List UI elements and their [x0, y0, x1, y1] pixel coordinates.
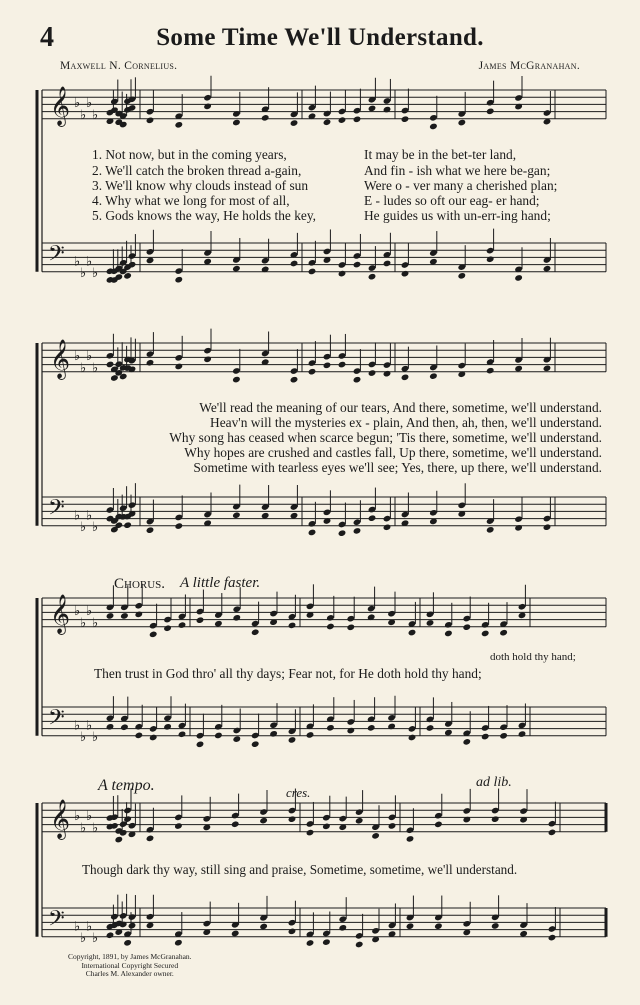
note-head — [232, 376, 241, 384]
note-head — [123, 521, 132, 529]
note-head — [548, 934, 557, 942]
flat-icon: ♭ — [80, 616, 87, 632]
copyright-line-3: Charles M. Alexander owner. — [85, 969, 174, 978]
flat-icon: ♭ — [74, 254, 81, 270]
flat-icon: ♭ — [74, 603, 81, 619]
flat-icon: ♭ — [86, 919, 93, 935]
note-head — [338, 529, 347, 537]
flat-icon: ♭ — [86, 603, 93, 619]
flat-icon: ♭ — [92, 821, 99, 837]
note-head — [231, 930, 240, 938]
bass-clef-icon: 𝄢 — [48, 495, 65, 526]
note-head — [491, 815, 500, 823]
note-head — [518, 730, 527, 738]
ad-lib-marking: ad lib. — [476, 775, 512, 790]
note-head — [353, 116, 362, 124]
note-head — [134, 611, 143, 619]
note-head — [120, 612, 129, 620]
note-head — [308, 368, 317, 376]
note-head — [106, 723, 115, 731]
note-head — [288, 928, 297, 936]
note-head — [322, 938, 331, 946]
note-head — [368, 273, 377, 281]
note-head — [134, 732, 143, 740]
note-head — [174, 822, 183, 830]
note-head — [444, 729, 453, 737]
note-head — [491, 922, 500, 930]
refrain-line-4: Why hopes are crushed and castles fall, Up there, sometime, we'll understand. — [184, 445, 602, 460]
note-head — [323, 362, 332, 370]
note-head — [543, 265, 552, 273]
flat-icon: ♭ — [80, 931, 87, 947]
note-head — [353, 527, 362, 535]
note-head — [434, 821, 443, 829]
note-head — [338, 116, 347, 124]
note-head — [462, 738, 471, 746]
flat-icon: ♭ — [74, 348, 81, 364]
note-head — [481, 630, 490, 638]
flat-icon: ♭ — [74, 508, 81, 524]
note-head — [128, 922, 137, 930]
refrain-line-1: We'll read the meaning of our tears, And there, sometime, we'll understand. — [199, 400, 602, 415]
note-head — [326, 623, 335, 631]
note-head — [174, 276, 183, 284]
note-head — [251, 628, 260, 636]
chorus-label: Chorus. — [114, 576, 166, 592]
note-head — [429, 372, 438, 380]
flat-icon: ♭ — [92, 931, 99, 947]
note-head — [290, 119, 299, 127]
note-head — [338, 361, 347, 369]
note-head — [146, 359, 155, 367]
note-head — [543, 523, 552, 531]
note-head — [383, 370, 392, 378]
bass-clef-icon: 𝄢 — [48, 241, 65, 272]
note-head — [429, 123, 438, 131]
note-head — [388, 822, 397, 830]
note-head — [346, 727, 355, 735]
flat-icon: ♭ — [86, 254, 93, 270]
bass-clef-icon: 𝄢 — [48, 906, 65, 937]
page-number: 4 — [40, 22, 54, 53]
copyright-line-2: International Copyright Secured — [81, 960, 179, 970]
flat-icon: ♭ — [92, 520, 99, 536]
note-head — [383, 106, 392, 114]
note-head — [306, 829, 315, 837]
note-head — [259, 817, 268, 825]
note-head — [353, 261, 362, 269]
note-head — [231, 820, 240, 828]
note-head — [367, 724, 376, 732]
note-head — [353, 376, 362, 384]
note-head — [408, 629, 417, 637]
note-head — [269, 730, 278, 738]
note-head — [261, 114, 270, 122]
note-head — [251, 740, 260, 748]
song-title: Some Time We'll Understand. — [156, 24, 484, 51]
note-head — [322, 823, 331, 831]
bass-clef-icon: 𝄢 — [48, 705, 65, 736]
note-head — [514, 524, 523, 532]
flat-icon: ♭ — [74, 808, 81, 824]
note-head — [146, 526, 155, 534]
note-head — [368, 105, 377, 113]
note-head — [288, 736, 297, 744]
note-head — [290, 260, 299, 268]
note-head — [401, 374, 410, 382]
note-head — [444, 630, 453, 638]
flat-icon: ♭ — [74, 95, 81, 111]
note-head — [174, 363, 183, 371]
note-head — [174, 522, 183, 530]
composer-credit: James McGranahan. — [478, 60, 580, 72]
note-head — [196, 616, 205, 624]
note-head — [383, 260, 392, 268]
note-head — [123, 939, 132, 947]
note-head — [434, 922, 443, 930]
verse-line-4: 4. Why what we long for most of all, E - ludes so oft our eag- er hand; — [92, 193, 540, 208]
note-head — [514, 274, 523, 282]
verse-line-3: 3. We'll know why clouds instead of sun Were o - ver many a cherished plan; — [92, 178, 558, 193]
note-head — [174, 939, 183, 947]
note-head — [323, 118, 332, 126]
note-head — [514, 365, 523, 373]
treble-clef-icon: 𝄞 — [50, 85, 71, 126]
note-head — [426, 724, 435, 732]
note-head — [120, 723, 129, 731]
note-head — [306, 939, 315, 947]
note-head — [371, 832, 380, 840]
note-head — [149, 631, 158, 639]
verse-line-2: 2. We'll catch the broken thread a-gain, And fin - ish what we here be-gan; — [92, 163, 551, 178]
note-head — [308, 529, 317, 537]
tempo-marking: A little faster. — [180, 575, 261, 591]
note-head — [106, 931, 115, 939]
note-head — [149, 734, 158, 742]
note-head — [355, 817, 364, 825]
note-head — [543, 365, 552, 373]
flat-icon: ♭ — [92, 730, 99, 746]
flat-icon: ♭ — [80, 821, 87, 837]
note-head — [163, 624, 172, 632]
flat-icon: ♭ — [86, 95, 93, 111]
flat-icon: ♭ — [74, 919, 81, 935]
note-head — [146, 835, 155, 843]
flat-icon: ♭ — [80, 108, 87, 124]
treble-clef-icon: 𝄞 — [50, 798, 71, 839]
note-head — [178, 730, 187, 738]
note-head — [401, 270, 410, 278]
refrain-line-2: Heav'n will the mysteries ex - plain, And then, ah, then, we'll understand. — [210, 415, 602, 430]
note-head — [214, 732, 223, 740]
verse-line-5: 5. Gods knows the way, He holds the key, He guides us with un-err-ing hand; — [92, 208, 551, 223]
note-head — [481, 733, 490, 741]
verse-line-1: 1. Not now, but in the coming years, It may be in the bet-ter land, — [92, 147, 517, 162]
note-head — [462, 623, 471, 631]
chorus-line-2: Though dark thy way, still sing and praise, Sometime, sometime, we'll understand. — [82, 862, 518, 877]
note-head — [288, 815, 297, 823]
flat-icon: ♭ — [92, 266, 99, 282]
note-head — [406, 835, 415, 843]
lyricist-credit: Maxwell N. Cornelius. — [60, 60, 178, 72]
treble-clef-icon: 𝄞 — [50, 593, 71, 634]
flat-icon: ♭ — [86, 808, 93, 824]
note-head — [338, 270, 347, 278]
note-head — [368, 514, 377, 522]
flat-icon: ♭ — [86, 508, 93, 524]
chorus-line-1: Then trust in God thro' all thy days; Fear not, for He doth hold thy hand; — [94, 666, 482, 681]
note-head — [457, 272, 466, 280]
note-head — [306, 731, 315, 739]
note-head — [486, 108, 495, 116]
a-tempo-marking: A tempo. — [98, 777, 155, 794]
note-head — [174, 121, 183, 129]
note-head — [178, 621, 187, 629]
note-head — [146, 117, 155, 125]
note-head — [338, 924, 347, 932]
note-head — [457, 119, 466, 127]
note-head — [486, 526, 495, 534]
note-head — [196, 741, 205, 749]
note-head — [548, 829, 557, 837]
flat-icon: ♭ — [80, 361, 87, 377]
note-head — [232, 265, 241, 273]
copyright-notice — [68, 953, 192, 979]
note-head — [232, 614, 241, 622]
flat-icon: ♭ — [86, 348, 93, 364]
note-head — [499, 629, 508, 637]
note-head — [232, 735, 241, 743]
note-head — [290, 376, 299, 384]
echo-lyric: doth hold thy hand; — [490, 651, 576, 663]
copyright-line-1: Copyright, 1891, by James McGranahan. — [68, 952, 192, 961]
refrain-line-3: Why song has ceased when scarce begun; 'Tis there, sometime, we'll understand. — [169, 430, 602, 445]
note-head — [346, 624, 355, 632]
flat-icon: ♭ — [92, 616, 99, 632]
note-head — [406, 922, 415, 930]
cres-marking: cres. — [286, 785, 311, 800]
note-head — [326, 724, 335, 732]
flat-icon: ♭ — [80, 730, 87, 746]
flat-icon: ♭ — [92, 108, 99, 124]
note-head — [114, 836, 123, 844]
note-head — [486, 367, 495, 375]
note-head — [486, 255, 495, 263]
note-head — [308, 268, 317, 276]
note-head — [232, 511, 241, 519]
refrain-line-5: Sometime with tearless eyes we'll see; Yes, there, up there, we'll understand. — [193, 460, 602, 475]
note-head — [203, 103, 212, 111]
flat-icon: ♭ — [86, 718, 93, 734]
treble-clef-icon: 𝄞 — [50, 338, 71, 379]
note-head — [426, 619, 435, 627]
note-head — [288, 622, 297, 630]
note-head — [401, 115, 410, 123]
note-head — [408, 734, 417, 742]
note-head — [368, 369, 377, 377]
note-head — [232, 119, 241, 127]
note-head — [355, 941, 364, 949]
note-head — [106, 612, 115, 620]
note-head — [163, 723, 172, 731]
flat-icon: ♭ — [92, 361, 99, 377]
flat-icon: ♭ — [80, 266, 87, 282]
note-head — [383, 523, 392, 531]
flat-icon: ♭ — [80, 520, 87, 536]
note-head — [499, 732, 508, 740]
note-head — [203, 356, 212, 364]
flat-icon: ♭ — [74, 718, 81, 734]
